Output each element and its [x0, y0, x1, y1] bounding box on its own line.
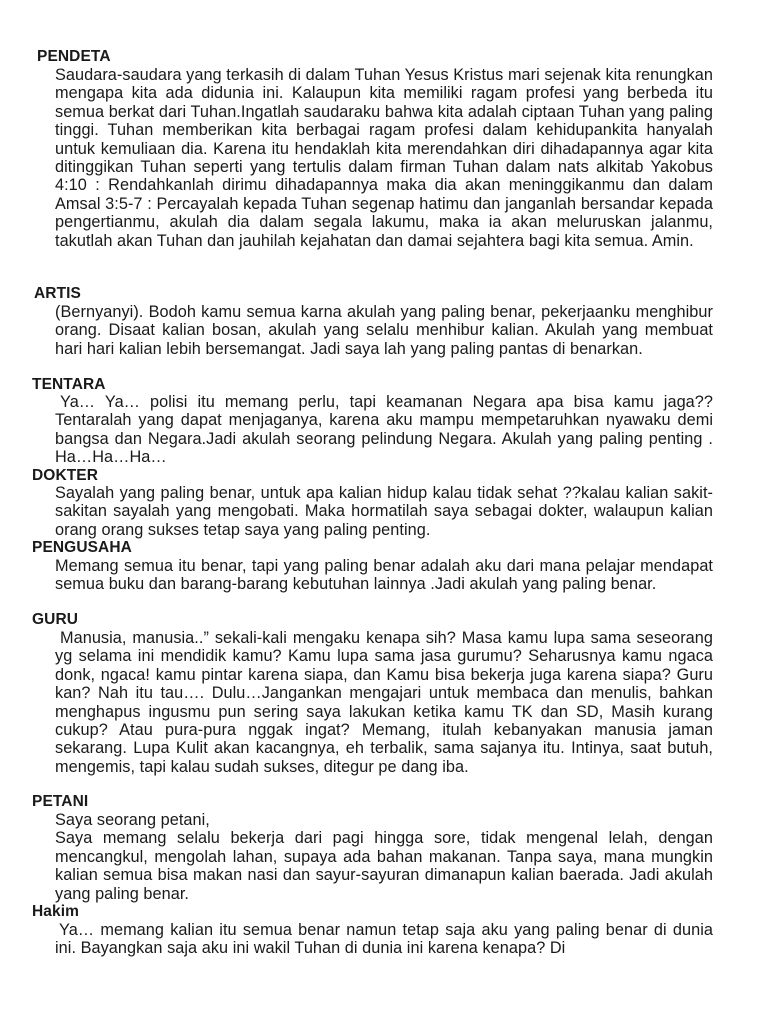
speaker-text [55, 66, 713, 250]
paragraph: Memang semua itu benar, tapi yang paling benar adalah aku dari mana pelajar mendapat semua buku dan barang-barang kebutuhan lainnya .Jadi akulah yang paling benar. [55, 557, 713, 594]
paragraph: Ya… Ya… polisi itu memang perlu, tapi keamanan Negara apa bisa kamu jaga?? Tentaralah yang dapat menjaganya, karena aku mampu mempetaruhkan nyawaku demi bangsa dan Negara.Jadi akulah seorang pelindung Negara. Akulah yang paling penting . Ha…Ha…Ha… [55, 393, 713, 467]
speaker-heading: TENTARA [32, 376, 106, 393]
speaker-text [55, 629, 713, 776]
speaker-heading: PENDETA [37, 48, 111, 65]
paragraph: Saya seorang petani, [55, 811, 210, 829]
speaker-heading: ARTIS [34, 285, 81, 302]
paragraph: (Bernyanyi). Bodoh kamu semua karna akulah yang paling benar, pekerjaanku menghibur orang. Disaat kalian bosan, akulah yang selalu menhibur kalian. Akulah yang membuat hari hari kalian lebih bersemangat. Jadi saya lah yang paling pantas di benarkan. [55, 303, 713, 358]
speaker-heading: PETANI [32, 793, 89, 810]
speaker-heading: DOKTER [32, 467, 99, 484]
speaker-heading: GURU [32, 611, 79, 628]
speaker-text [55, 303, 713, 358]
speaker-heading: PENGUSAHA [32, 539, 132, 556]
paragraph: Manusia, manusia..” sekali-kali mengaku kenapa sih? Masa kamu lupa sama seseorang yg selama ini mendidik kamu? Kamu lupa sama jasa gurumu? Seharusnya kamu ngaca donk, ngaca! kamu pintar karena siapa, dan Kamu bisa bekerja juga karena siapa? Guru kan? Nah itu tau…. Dulu…Jangankan mengajari untuk membaca dan menulis, bahkan menghapus ingusmu pun sering saya lakukan ketika kamu TK dan SD, Masih kurang cukup? Atau pura-pura nggak ingat? Memang, itulah kebanyakan manusia jaman sekarang. Lupa Kulit akan kacangnya, eh terbalik, sama sajanya itu. Intinya, saat butuh, mengemis, tapi kalau sudah sukses, ditegur pe dang iba. [55, 629, 713, 776]
speaker-text [55, 393, 713, 467]
paragraph: Saya memang selalu bekerja dari pagi hingga sore, tidak mengenal lelah, dengan mencangkul, mengolah lahan, supaya ada bahan makanan. Tanpa saya, mana mungkin kalian semua bisa makan nasi dan sayur-sayuran dimanapun kalian baerada. Jadi akulah yang paling benar. [55, 829, 713, 903]
paragraph: Sayalah yang paling benar, untuk apa kalian hidup kalau tidak sehat ??kalau kalian sakit-sakitan sayalah yang mengobati. Maka hormatilah saya sebagai dokter, walaupun kalian orang orang sukses tetap saya yang paling penting. [55, 484, 713, 539]
speaker-text [55, 557, 713, 594]
speaker-text [55, 921, 713, 958]
paragraph: Saudara-saudara yang terkasih di dalam Tuhan Yesus Kristus mari sejenak kita renungkan mengapa kita ada didunia ini. Kalaupun kita memiliki ragam profesi yang berbeda itu semua berkat dari Tuhan.Ingatlah saudaraku bahwa kita adalah ciptaan Tuhan yang paling tinggi. Tuhan memberikan kita berbagai ragam profesi dalam kehidupankita hanyalah untuk kemuliaan dia. Karena itu hendaklah kita merendahkan diri dihadapannya agar kita ditinggikan Tuhan seperti yang tertulis dalam firman Tuhan dalam nats alkitab Yakobus 4:10 : Rendahkanlah dirimu dihadapannya maka dia akan meninggikanmu dan dalam Amsal 3:5-7 : Percayalah kepada Tuhan segenap hatimu dan janganlah bersandar kepada pengertianmu, akulah dia dalam segala lakumu, maka ia akan meluruskan jalanmu, takutlah akan Tuhan dan jauhilah kejahatan dan damai sejahtera bagi kita semua. Amin. [55, 66, 713, 250]
speaker-heading: Hakim [32, 903, 80, 920]
paragraph: Ya… memang kalian itu semua benar namun tetap saja aku yang paling benar di dunia ini. Bayangkan saja aku ini wakil Tuhan di dunia ini karena kenapa? Di [55, 921, 713, 958]
speaker-text [55, 811, 713, 903]
speaker-text [55, 484, 713, 539]
